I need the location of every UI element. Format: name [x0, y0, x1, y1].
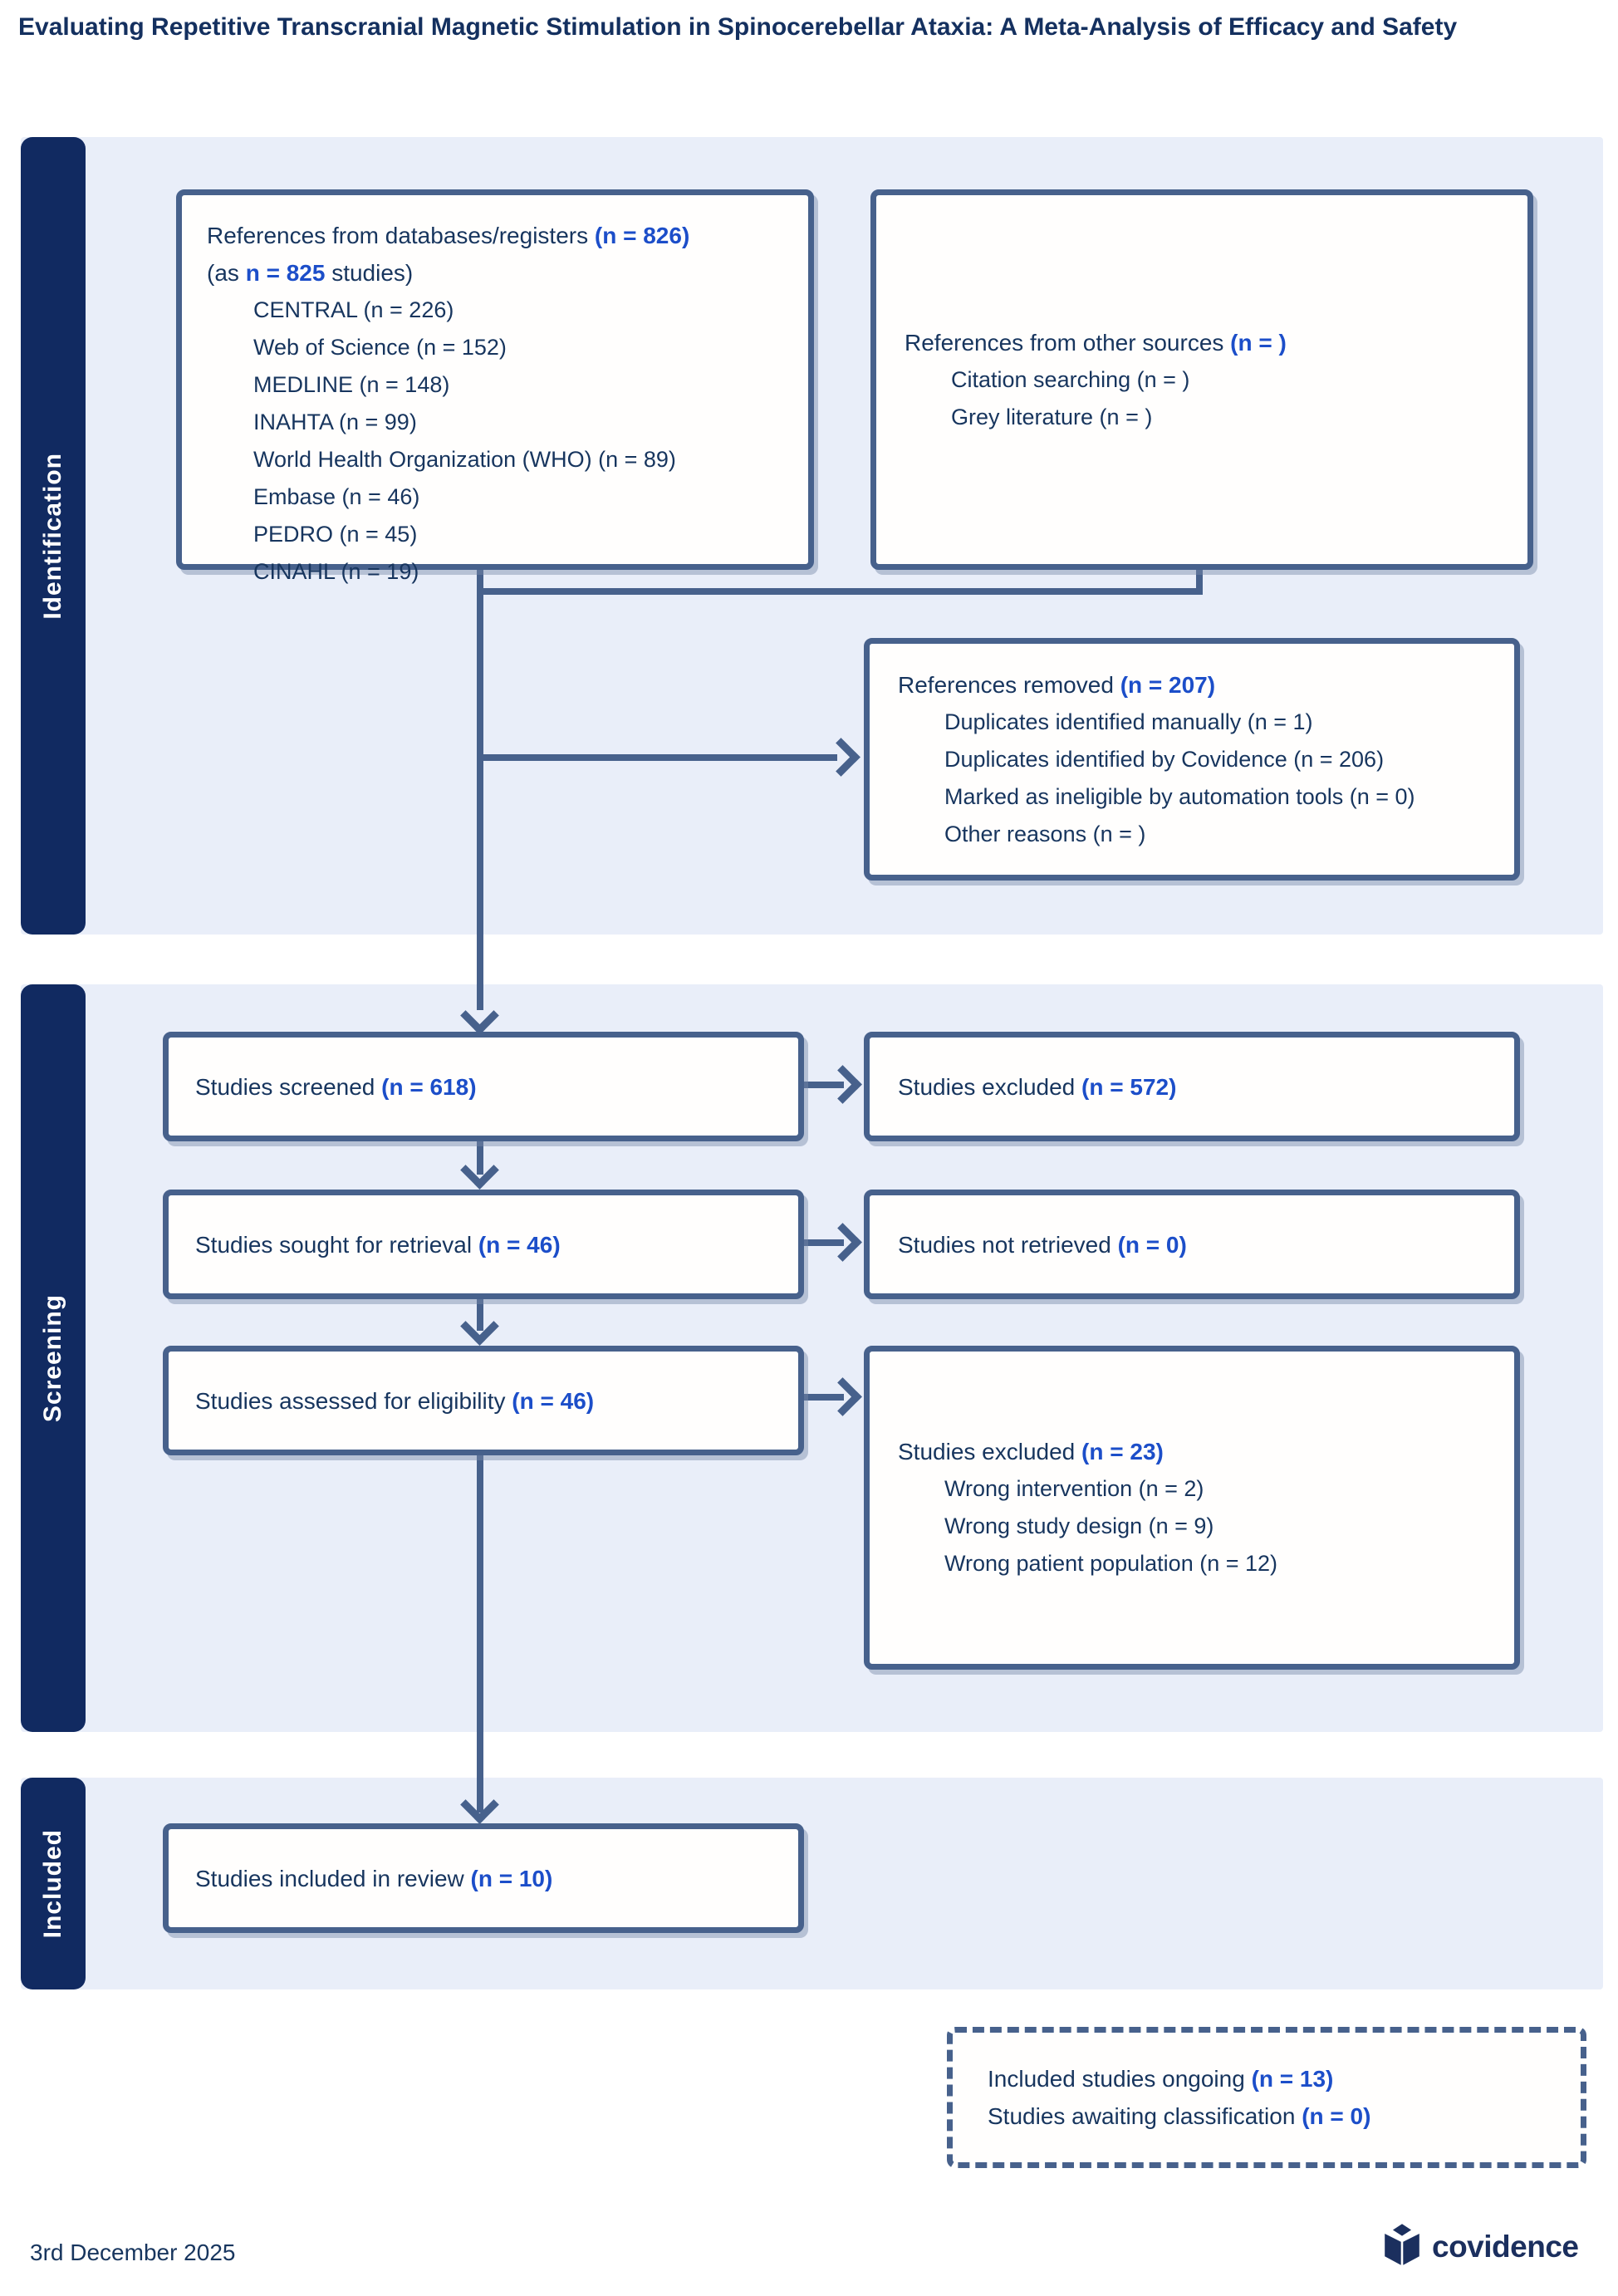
database-item: PEDRO (n = 45): [253, 522, 418, 547]
box-references-removed-heading: [898, 666, 1514, 704]
heading-count: (n = 10): [470, 1865, 553, 1891]
heading-label: Studies sought for retrieval: [195, 1231, 478, 1258]
box-studies-excluded-screening: [864, 1032, 1520, 1141]
heading-count: (n = 0): [1117, 1231, 1187, 1258]
box-other-sources: [870, 189, 1533, 570]
heading-label: References removed: [898, 671, 1120, 698]
sidebar-included: [21, 1778, 86, 1989]
box-studies-included-heading: [195, 1860, 798, 1897]
heading-count: (n = ): [1230, 329, 1287, 356]
box-studies-screened-heading: [195, 1068, 798, 1106]
sidebar-screening-label: Screening: [39, 1293, 66, 1423]
database-item: Embase (n = 46): [253, 484, 420, 509]
awaiting-label: Studies awaiting classification: [988, 2103, 1302, 2129]
as-pre: (as: [207, 260, 246, 286]
sidebar-identification-label: Identification: [39, 452, 66, 620]
box-studies-assessed: [163, 1346, 804, 1455]
database-item: CENTRAL (n = 226): [253, 297, 454, 322]
covidence-wordmark: covidence: [1432, 2229, 1579, 2264]
sidebar-screening: [21, 984, 86, 1732]
heading-label: Studies screened: [195, 1073, 382, 1100]
box-studies-excluded-eligibility: [864, 1346, 1520, 1670]
heading-label: References from other sources: [905, 329, 1231, 356]
box-references-databases-asline: [207, 254, 800, 292]
heading-label: Studies not retrieved: [898, 1231, 1118, 1258]
covidence-logo-icon: [1380, 2223, 1424, 2270]
covidence-logo: [1380, 2223, 1578, 2270]
database-item: Web of Science (n = 152): [253, 335, 507, 360]
heading-count: (n = 618): [381, 1073, 477, 1100]
box-references-databases-heading: [207, 217, 800, 254]
export-date: 3rd December 2025: [30, 2240, 236, 2265]
database-item: MEDLINE (n = 148): [253, 372, 450, 397]
database-item: CINAHL (n = 19): [253, 559, 419, 584]
awaiting-line: [988, 2097, 1581, 2135]
box-studies-not-retrieved-heading: [898, 1226, 1514, 1263]
exclusion-reason-item: Wrong intervention (n = 2): [944, 1476, 1204, 1501]
connector-databases-down: [477, 570, 483, 1010]
as-count: n = 825: [245, 260, 326, 286]
heading-label: Studies assessed for eligibility: [195, 1387, 512, 1414]
box-other-sources-heading: [905, 324, 1527, 361]
box-studies-excluded-eligibility-heading: [898, 1433, 1514, 1470]
connector-to-removed: [480, 754, 837, 761]
box-studies-screened: [163, 1032, 804, 1141]
heading-count: (n = 572): [1081, 1073, 1177, 1100]
removed-item: Duplicates identified manually (n = 1): [944, 709, 1313, 734]
box-studies-sought-heading: [195, 1226, 798, 1263]
as-post: studies): [325, 260, 414, 286]
box-studies-not-retrieved: [864, 1190, 1520, 1299]
box-studies-assessed-heading: [195, 1382, 798, 1420]
removed-item: Other reasons (n = ): [944, 821, 1146, 846]
other-source-item: Grey literature (n = ): [951, 404, 1153, 429]
ongoing-count: (n = 13): [1251, 2066, 1334, 2092]
exclusion-reason-item: Wrong patient population (n = 12): [944, 1551, 1278, 1576]
heading-count: (n = 46): [478, 1231, 561, 1258]
page-title: Evaluating Repetitive Transcranial Magnetic Stimulation in Spinocerebellar Ataxia: A Meta-Analysis of Efficacy and Safety: [18, 13, 1458, 41]
heading-label: References from databases/registers: [207, 223, 595, 248]
box-studies-included: [163, 1823, 804, 1933]
heading-count: (n = 46): [512, 1387, 595, 1414]
sidebar-included-label: Included: [39, 1828, 66, 1939]
database-item: World Health Organization (WHO) (n = 89): [253, 447, 676, 472]
awaiting-count: (n = 0): [1302, 2103, 1371, 2129]
removed-item: Duplicates identified by Covidence (n = 206): [944, 746, 1385, 772]
box-ongoing-awaiting: [947, 2027, 1586, 2168]
box-references-databases: [176, 189, 814, 584]
heading-label: Studies included in review: [195, 1865, 471, 1891]
exclusion-reason-item: Wrong study design (n = 9): [944, 1513, 1214, 1538]
sidebar-identification: [21, 137, 86, 935]
heading-label: Studies excluded: [898, 1073, 1082, 1100]
heading-count: (n = 826): [594, 223, 690, 248]
box-studies-excluded-screening-heading: [898, 1068, 1514, 1106]
other-source-item: Citation searching (n = ): [951, 366, 1190, 392]
heading-count: (n = 23): [1081, 1439, 1164, 1464]
box-studies-sought: [163, 1190, 804, 1299]
removed-item: Marked as ineligible by automation tools (n = 0): [944, 783, 1415, 809]
database-item: INAHTA (n = 99): [253, 410, 417, 434]
heading-count: (n = 207): [1120, 671, 1216, 698]
heading-label: Studies excluded: [898, 1439, 1082, 1464]
ongoing-line: [988, 2060, 1581, 2097]
ongoing-label: Included studies ongoing: [988, 2066, 1252, 2092]
connector-assessed-included: [477, 1455, 483, 1813]
box-references-removed: [864, 638, 1520, 881]
